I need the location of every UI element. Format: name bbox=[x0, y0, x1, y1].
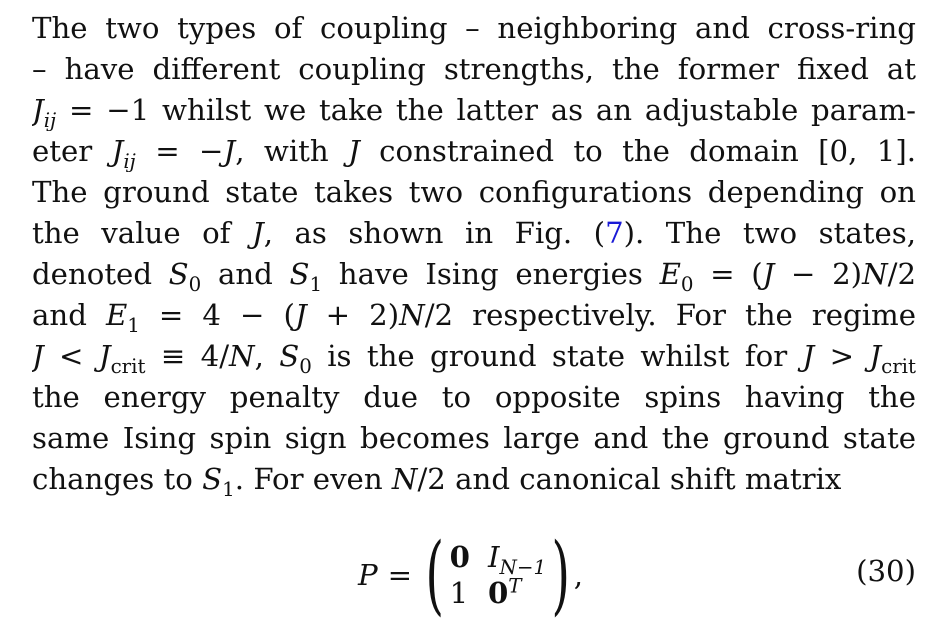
paragraph-line-10: the energy penalty due to opposite spins having the bbox=[32, 380, 916, 414]
equation-lhs: P bbox=[358, 558, 378, 592]
equation-body bbox=[358, 525, 583, 625]
equals-sign: = bbox=[387, 558, 413, 592]
left-paren: ( bbox=[425, 525, 445, 625]
matrix-cell-r2c2: $0^T$ bbox=[487, 574, 522, 610]
shift-matrix bbox=[450, 540, 546, 610]
matrix-cell-r2c1: 1 bbox=[449, 576, 469, 610]
paragraph-line-2: – have different coupling strengths, the former fixed at bbox=[32, 52, 916, 86]
body-paragraph bbox=[32, 8, 916, 500]
figure-reference-link[interactable]: 7 bbox=[605, 216, 624, 250]
paragraph-line-11: same Ising spin sign becomes large and the ground state bbox=[32, 421, 916, 455]
paragraph-line-8: and $E_1 = 4 - (J + 2)N/2$ respectively. For the regime bbox=[32, 298, 916, 336]
paragraph-line-4: eter $J_{ij} = -J$, with J constrained to the domain [0, 1]. bbox=[32, 134, 916, 172]
paragraph-line-12: changes to $S_1$. For even N/2 and canonical shift matrix bbox=[32, 462, 842, 500]
paragraph-line-9: $J < J_{crit} \equiv 4/N$, $S_0$ is the ground state whilst for $J > J_{crit}$ bbox=[32, 339, 916, 377]
equation-30 bbox=[32, 525, 916, 625]
paragraph-line-5: The ground state takes two configurations depending on bbox=[32, 175, 916, 209]
paragraph-line-3: $J_{ij} = -1$ whilst we take the latter as an adjustable param- bbox=[32, 93, 916, 131]
paragraph-line-7: denoted $S_0$ and $S_1$ have Ising energies $E_0 = (J - 2)N/2$ bbox=[32, 257, 916, 295]
paragraph-line-1: The two types of coupling – neighboring and cross-ring bbox=[32, 11, 916, 45]
paragraph-line-6: the value of J, as shown in Fig. (7). The two states, bbox=[32, 216, 916, 250]
matrix-cell-r1c2: $I_{N-1}$ bbox=[487, 540, 547, 579]
matrix-cell-r1c1: 0 bbox=[449, 540, 470, 574]
equation-number: (30) bbox=[856, 554, 916, 588]
right-paren: ) bbox=[551, 525, 571, 625]
equation-trailing-comma: , bbox=[573, 558, 583, 592]
paper-page bbox=[32, 8, 916, 625]
